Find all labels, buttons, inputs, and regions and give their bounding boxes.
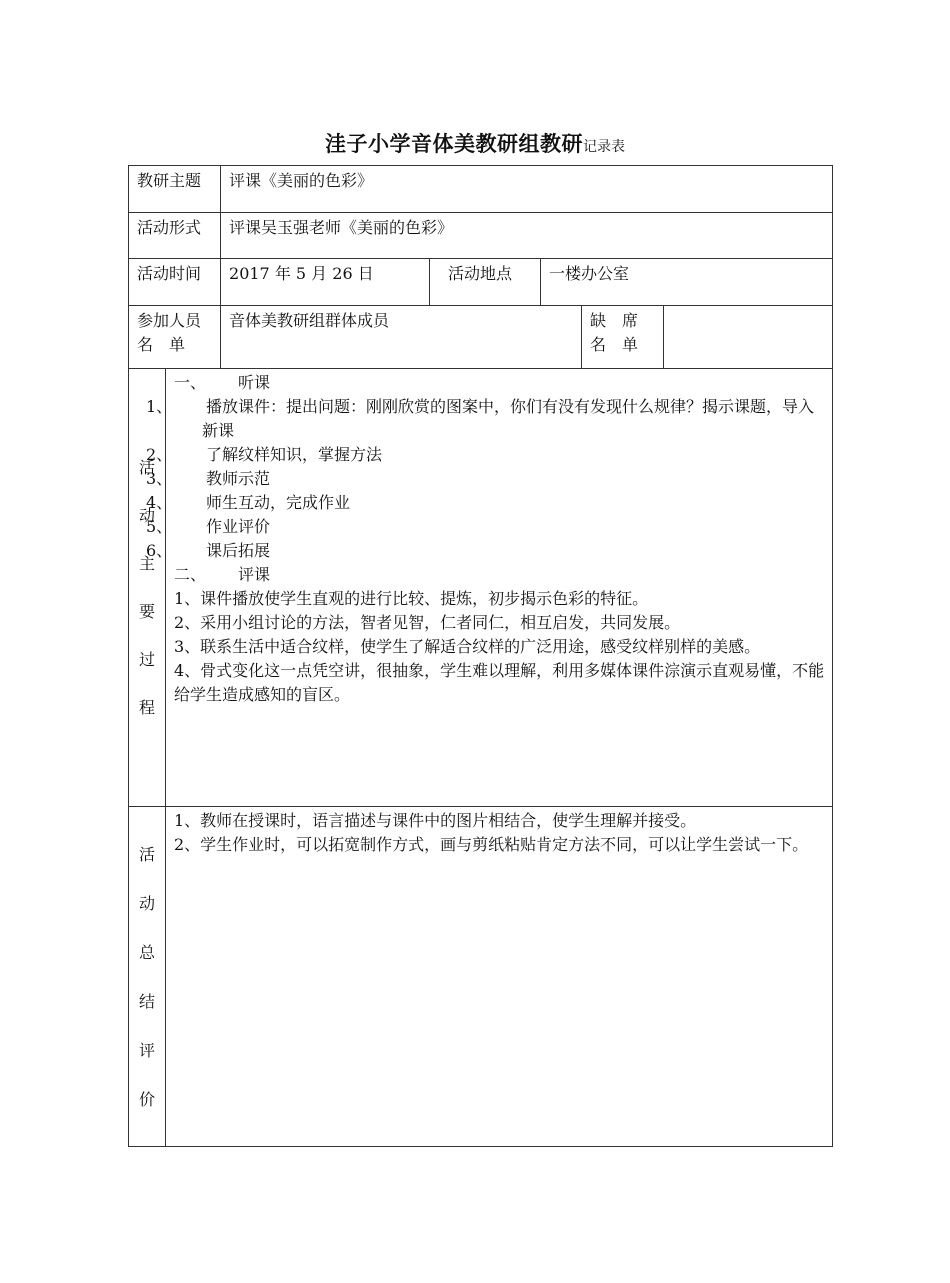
list-item: 4、 师生互动，完成作业: [146, 493, 351, 512]
comment-item: 1、课件播放使学生直观的进行比较、提炼，初步揭示色彩的特征。: [174, 589, 649, 608]
row-topic: [129, 166, 833, 213]
summary-label-char: 价: [138, 1089, 155, 1109]
absent-label: [582, 306, 664, 369]
section-title: 评课: [238, 565, 271, 584]
list-item: 3、 教师示范: [146, 469, 271, 488]
summary-label-char: 总: [138, 942, 155, 962]
process-label-char: 程: [138, 697, 155, 717]
form-value: 评课吴玉强老师《美丽的色彩》: [221, 213, 833, 259]
title-main: 洼子小学音体美教研组教研: [325, 131, 583, 156]
absent-label-line1: 缺 席: [590, 311, 639, 330]
section-heading: [174, 563, 826, 587]
summary-item: 1、教师在授课时，语言描述与课件中的图片相结合，使学生理解并接受。: [174, 811, 697, 830]
topic-value: 评课《美丽的色彩》: [221, 166, 833, 213]
document-title: [0, 128, 950, 158]
absent-label-line2: 名 单: [590, 335, 639, 354]
place-label: 活动地点: [430, 259, 541, 306]
section-num: 一、: [174, 373, 207, 392]
summary-label-char: 动: [138, 893, 155, 913]
list-item: 2、 了解纹样知识，掌握方法: [146, 445, 383, 464]
process-label-char: 要: [138, 601, 155, 621]
section-title: 听课: [238, 373, 271, 392]
comment-item: 3、联系生活中适合纹样，使学生了解适合纹样的广泛用途，感受纹样别样的美感。: [174, 637, 761, 656]
section-num: 二、: [174, 565, 207, 584]
members-label: [129, 306, 221, 369]
process-label-char: 主: [138, 553, 155, 573]
comment-item: 4、骨式变化这一点凭空讲，很抽象，学生难以理解，利用多媒体课件淙演示直观易懂，不能给学生造成感知的盲区。: [174, 661, 825, 704]
summary-label-char: 评: [138, 1040, 155, 1060]
members-label-line2: 名 单: [137, 335, 186, 354]
members-label-line1: 参加人员: [137, 311, 202, 330]
process-label-char: 过: [138, 649, 155, 669]
row-summary: [129, 807, 833, 1147]
comment-item: 2、采用小组讨论的方法，智者见智，仁者同仁，相互启发，共同发展。: [174, 613, 681, 632]
list-item: 6、 课后拓展: [146, 541, 271, 560]
summary-label-char: 活: [138, 844, 155, 864]
summary-label: [129, 807, 166, 1147]
row-time: [129, 259, 833, 306]
list-item: 1、 播放课件：提出问题：刚刚欣赏的图案中，你们有没有发现什么规律？揭示课题，导入新课: [146, 397, 815, 440]
summary-content: [166, 807, 833, 1147]
form-label: 活动形式: [129, 213, 221, 259]
section-heading: [174, 371, 826, 395]
absent-value: [664, 306, 833, 369]
time-label: 活动时间: [129, 259, 221, 306]
time-value: 2017 年 5 月 26 日: [221, 259, 430, 306]
process-label-char: 动: [138, 505, 155, 525]
list-item: 5、 作业评价: [146, 517, 271, 536]
process-label: [129, 369, 166, 807]
row-form: [129, 213, 833, 259]
title-suffix: 记录表: [583, 139, 625, 155]
process-label-char: 活: [138, 457, 155, 477]
row-members: [129, 306, 833, 369]
summary-label-char: 结: [138, 991, 155, 1011]
topic-label: 教研主题: [129, 166, 221, 213]
summary-item: 2、学生作业时，可以拓宽制作方式，画与剪纸粘贴肯定方法不同，可以让学生尝试一下。: [174, 835, 809, 854]
place-value: 一楼办公室: [541, 259, 833, 306]
members-value: 音体美教研组群体成员: [221, 306, 582, 369]
row-process: [129, 369, 833, 807]
process-content: [146, 369, 833, 807]
record-table: [128, 165, 833, 1147]
